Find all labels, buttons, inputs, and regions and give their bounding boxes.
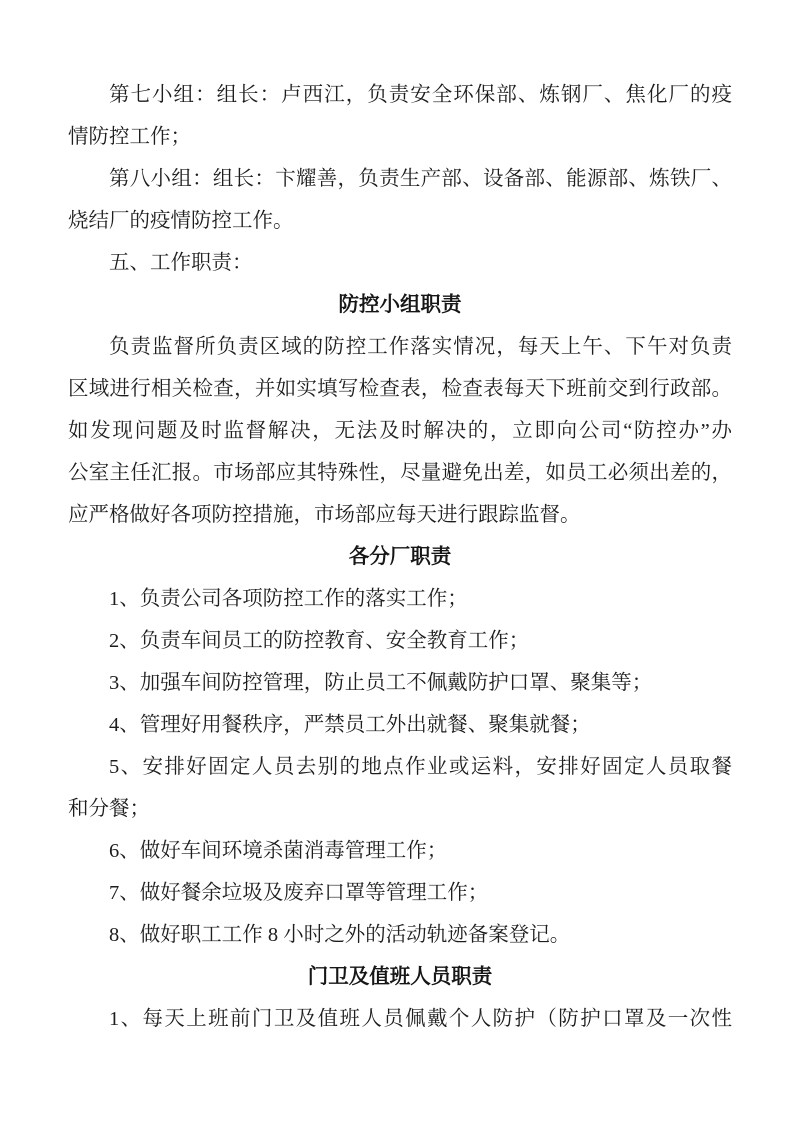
- heading-branch-factory-duties-text: 各分厂职责: [348, 546, 452, 568]
- para-prevention-group-duties-line-5: 应严格做好各项防控措施，市场部应每天进行跟踪监督。: [68, 504, 581, 526]
- list-item-5-line-2: 和分餐；: [68, 798, 150, 820]
- list-item-3: [68, 662, 732, 704]
- para-group-seven: [68, 74, 732, 158]
- document-body: [68, 74, 732, 1040]
- para-gate-guard-item-1-line-1: 1、每天上班前门卫及值班人员佩戴个人防护（防护口罩及一次性: [109, 1008, 732, 1030]
- para-prevention-group-duties: [68, 326, 732, 536]
- list-item-5: [68, 746, 732, 830]
- list-item-5-line-1: 5、安排好固定人员去别的地点作业或运料，安排好固定人员取餐: [109, 756, 732, 778]
- heading-gate-guard-duties-text: 门卫及值班人员职责: [307, 966, 493, 988]
- heading-gate-guard-duties: [68, 956, 732, 998]
- para-section-five-title: [68, 242, 732, 284]
- heading-prevention-group-duties: [68, 284, 732, 326]
- para-prevention-group-duties-line-2: 区域进行相关检查，并如实填写检查表，检查表每天下班前交到行政部。: [68, 378, 732, 400]
- list-item-2-line-1: 2、负责车间员工的防控教育、安全教育工作；: [109, 630, 530, 652]
- list-item-8: [68, 914, 732, 956]
- para-group-eight-line-2: 烧结厂的疫情防控工作。: [68, 210, 294, 232]
- list-item-8-line-1: 8、做好职工工作 8 小时之外的活动轨迹备案登记。: [109, 924, 571, 946]
- list-item-3-line-1: 3、加强车间防控管理，防止员工不佩戴防护口罩、聚集等；: [109, 672, 653, 694]
- list-item-7: [68, 872, 732, 914]
- list-item-6-line-1: 6、做好车间环境杀菌消毒管理工作；: [109, 840, 448, 862]
- para-section-five-title-line-1: 五、工作职责：: [109, 252, 253, 274]
- para-group-seven-line-1: 第七小组：组长：卢西江，负责安全环保部、炼钢厂、焦化厂的疫: [109, 84, 732, 106]
- para-group-eight-line-1: 第八小组：组长：卞耀善，负责生产部、设备部、能源部、炼铁厂、: [109, 168, 732, 190]
- list-item-1: [68, 578, 732, 620]
- para-prevention-group-duties-line-1: 负责监督所负责区域的防控工作落实情况，每天上午、下午对负责: [109, 336, 732, 358]
- para-prevention-group-duties-line-4: 公室主任汇报。市场部应其特殊性，尽量避免出差，如员工必须出差的，: [68, 462, 732, 484]
- list-item-1-line-1: 1、负责公司各项防控工作的落实工作；: [109, 588, 468, 610]
- para-prevention-group-duties-line-3: 如发现问题及时监督解决，无法及时解决的，立即向公司“防控办”办: [68, 420, 732, 442]
- list-item-4: [68, 704, 732, 746]
- heading-prevention-group-duties-text: 防控小组职责: [338, 294, 462, 316]
- list-item-7-line-1: 7、做好餐余垃圾及废弃口罩等管理工作；: [109, 882, 489, 904]
- para-group-eight: [68, 158, 732, 242]
- heading-branch-factory-duties: [68, 536, 732, 578]
- para-group-seven-line-2: 情防控工作；: [68, 126, 191, 148]
- list-item-6: [68, 830, 732, 872]
- list-item-2: [68, 620, 732, 662]
- para-gate-guard-item-1: [68, 998, 732, 1040]
- list-item-4-line-1: 4、管理好用餐秩序，严禁员工外出就餐、聚集就餐；: [109, 714, 591, 736]
